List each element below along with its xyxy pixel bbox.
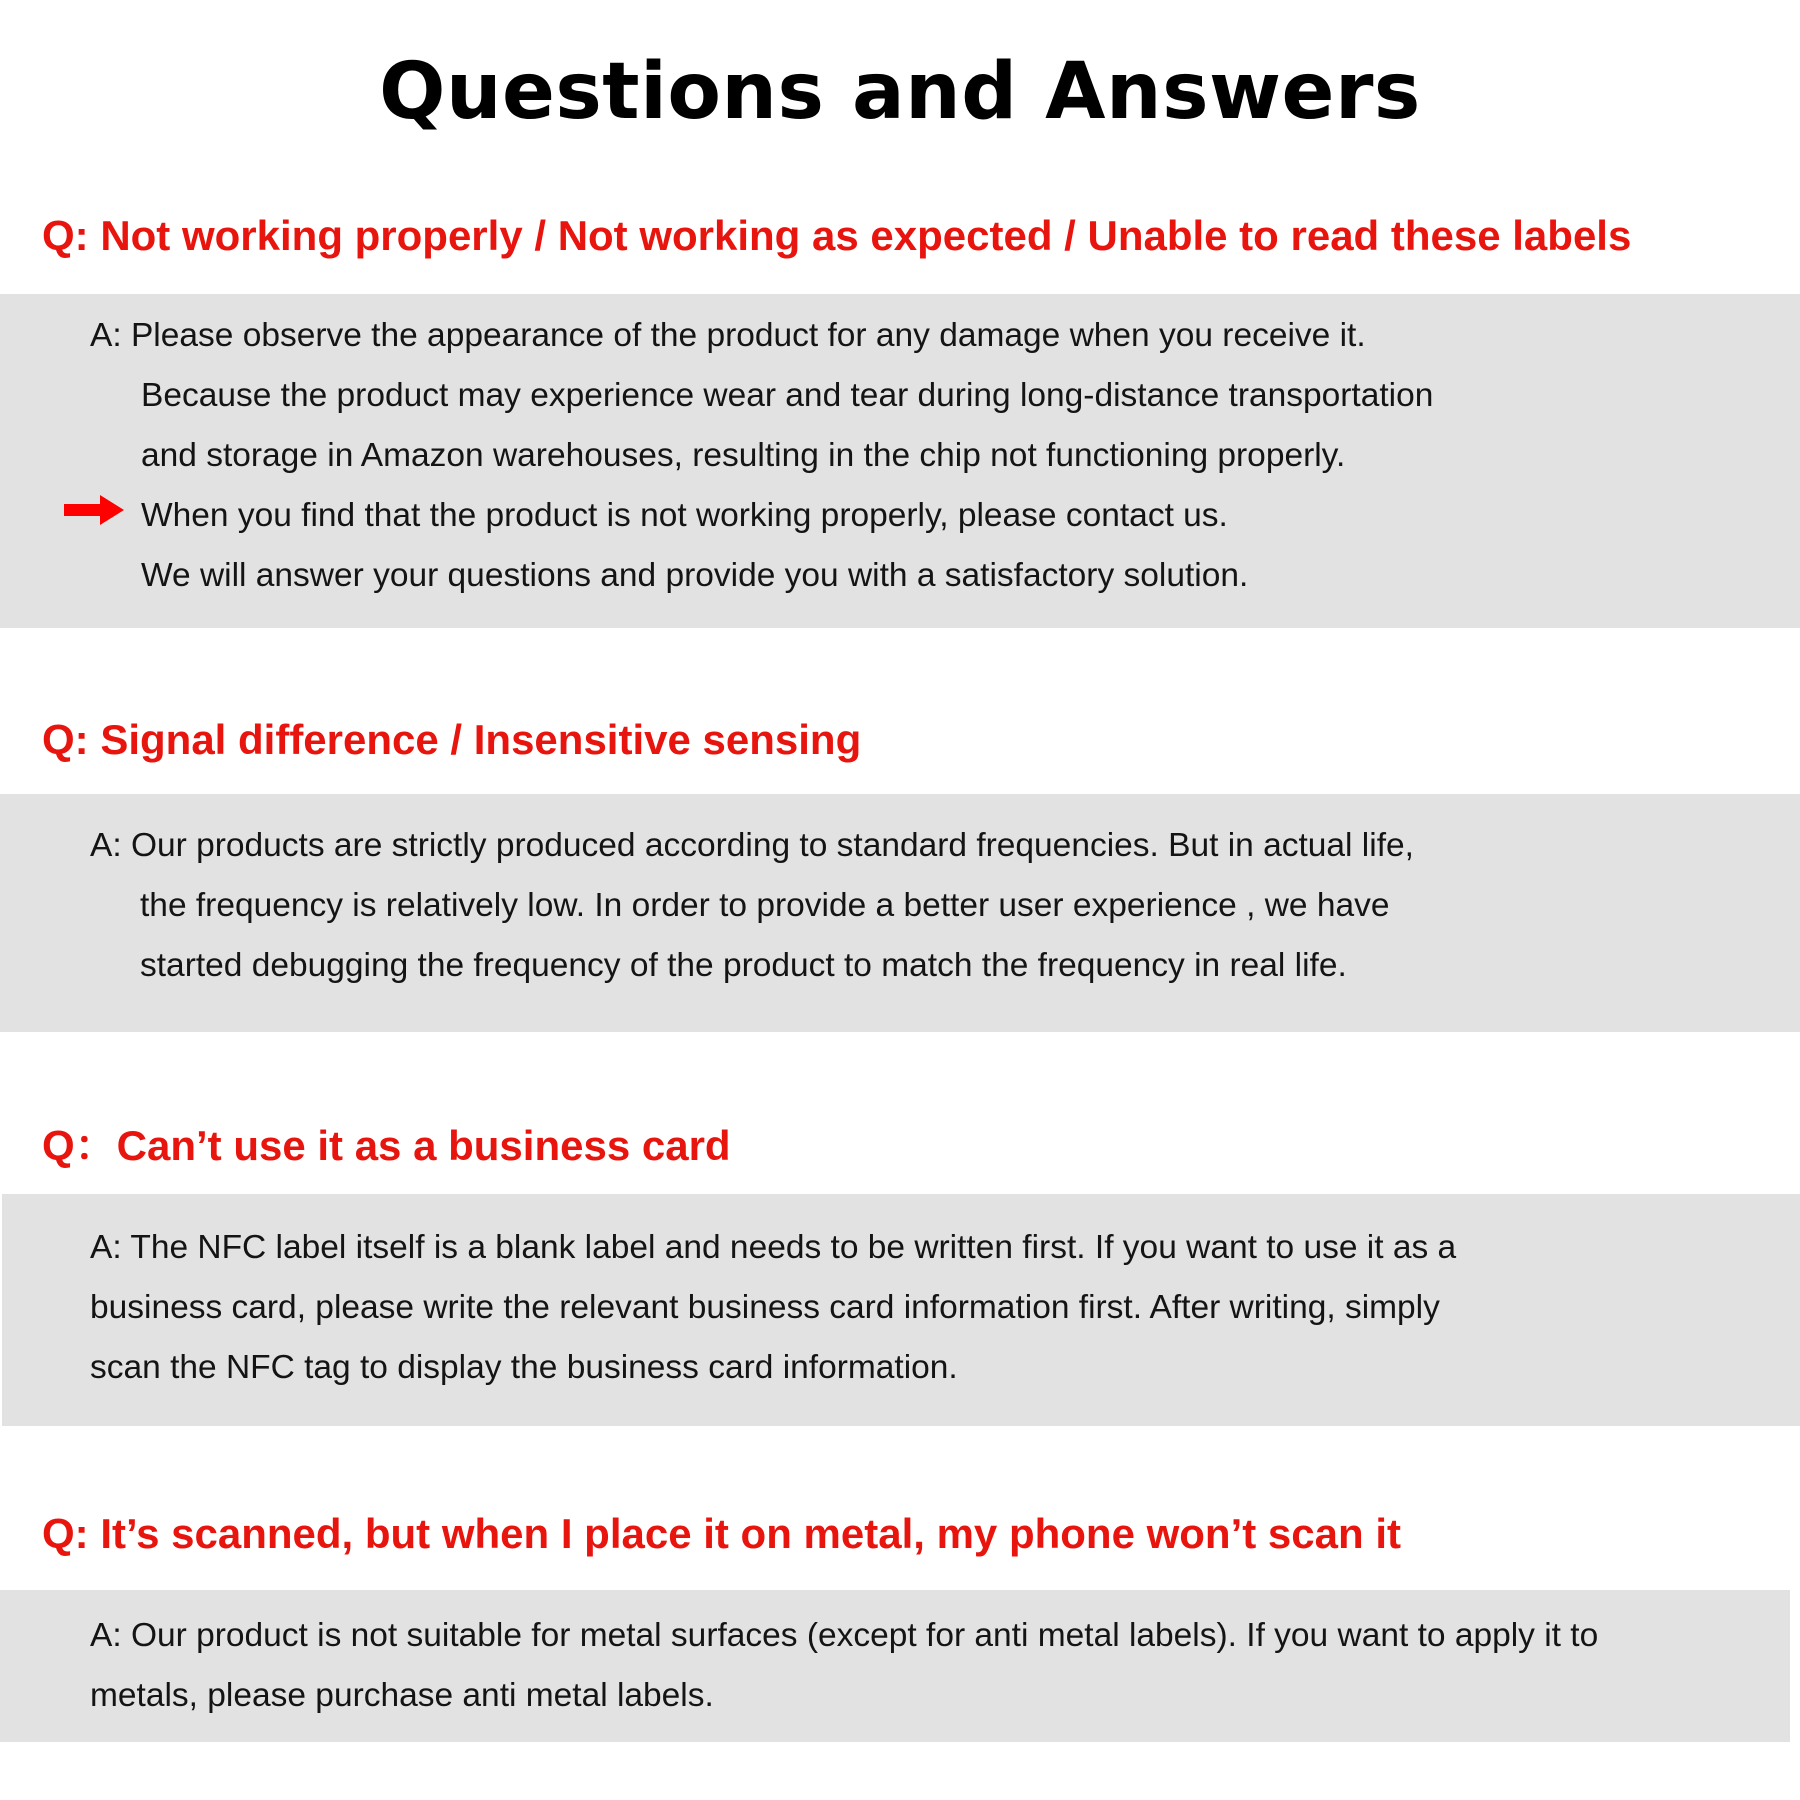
page-title: Questions and Answers (379, 47, 1421, 137)
answer-line: A: The NFC label itself is a blank label and needs to be written first. If you want to use it as a (90, 1229, 1457, 1266)
right-arrow-icon (64, 494, 124, 526)
faq-answer-box (0, 794, 1800, 1032)
faq-question: Q: Not working properly / Not working as expected / Unable to read these labels (42, 212, 1632, 259)
answer-line: scan the NFC tag to display the business card information. (90, 1349, 958, 1386)
answer-line: We will answer your questions and provide you with a satisfactory solution. (141, 557, 1249, 594)
faq-answer-box (2, 1194, 1800, 1426)
faq-answer-box (0, 294, 1800, 628)
answer-line: started debugging the frequency of the product to match the frequency in real life. (140, 947, 1347, 984)
answer-line: A: Our products are strictly produced according to standard frequencies. But in actual life, (90, 827, 1414, 864)
answer-line: business card, please write the relevant business card information first. After writing, simply (90, 1289, 1440, 1326)
faq-question: Q：Can’t use it as a business card (42, 1122, 731, 1169)
faq-question: Q: Signal difference / Insensitive sensing (42, 716, 862, 763)
answer-line: the frequency is relatively low. In order to provide a better user experience , we have (140, 887, 1390, 924)
faq-question: Q: It’s scanned, but when I place it on metal, my phone won’t scan it (42, 1510, 1401, 1557)
answer-line: Because the product may experience wear and tear during long-distance transportation (141, 377, 1434, 414)
faq-answer-box (0, 1590, 1790, 1742)
answer-line: A: Our product is not suitable for metal surfaces (except for anti metal labels). If you want to apply it to (90, 1617, 1599, 1654)
answer-line: metals, please purchase anti metal labels. (90, 1677, 714, 1714)
answer-line: and storage in Amazon warehouses, resulting in the chip not functioning properly. (141, 437, 1346, 474)
answer-line: A: Please observe the appearance of the product for any damage when you receive it. (90, 317, 1366, 354)
answer-line: When you find that the product is not working properly, please contact us. (141, 497, 1228, 534)
